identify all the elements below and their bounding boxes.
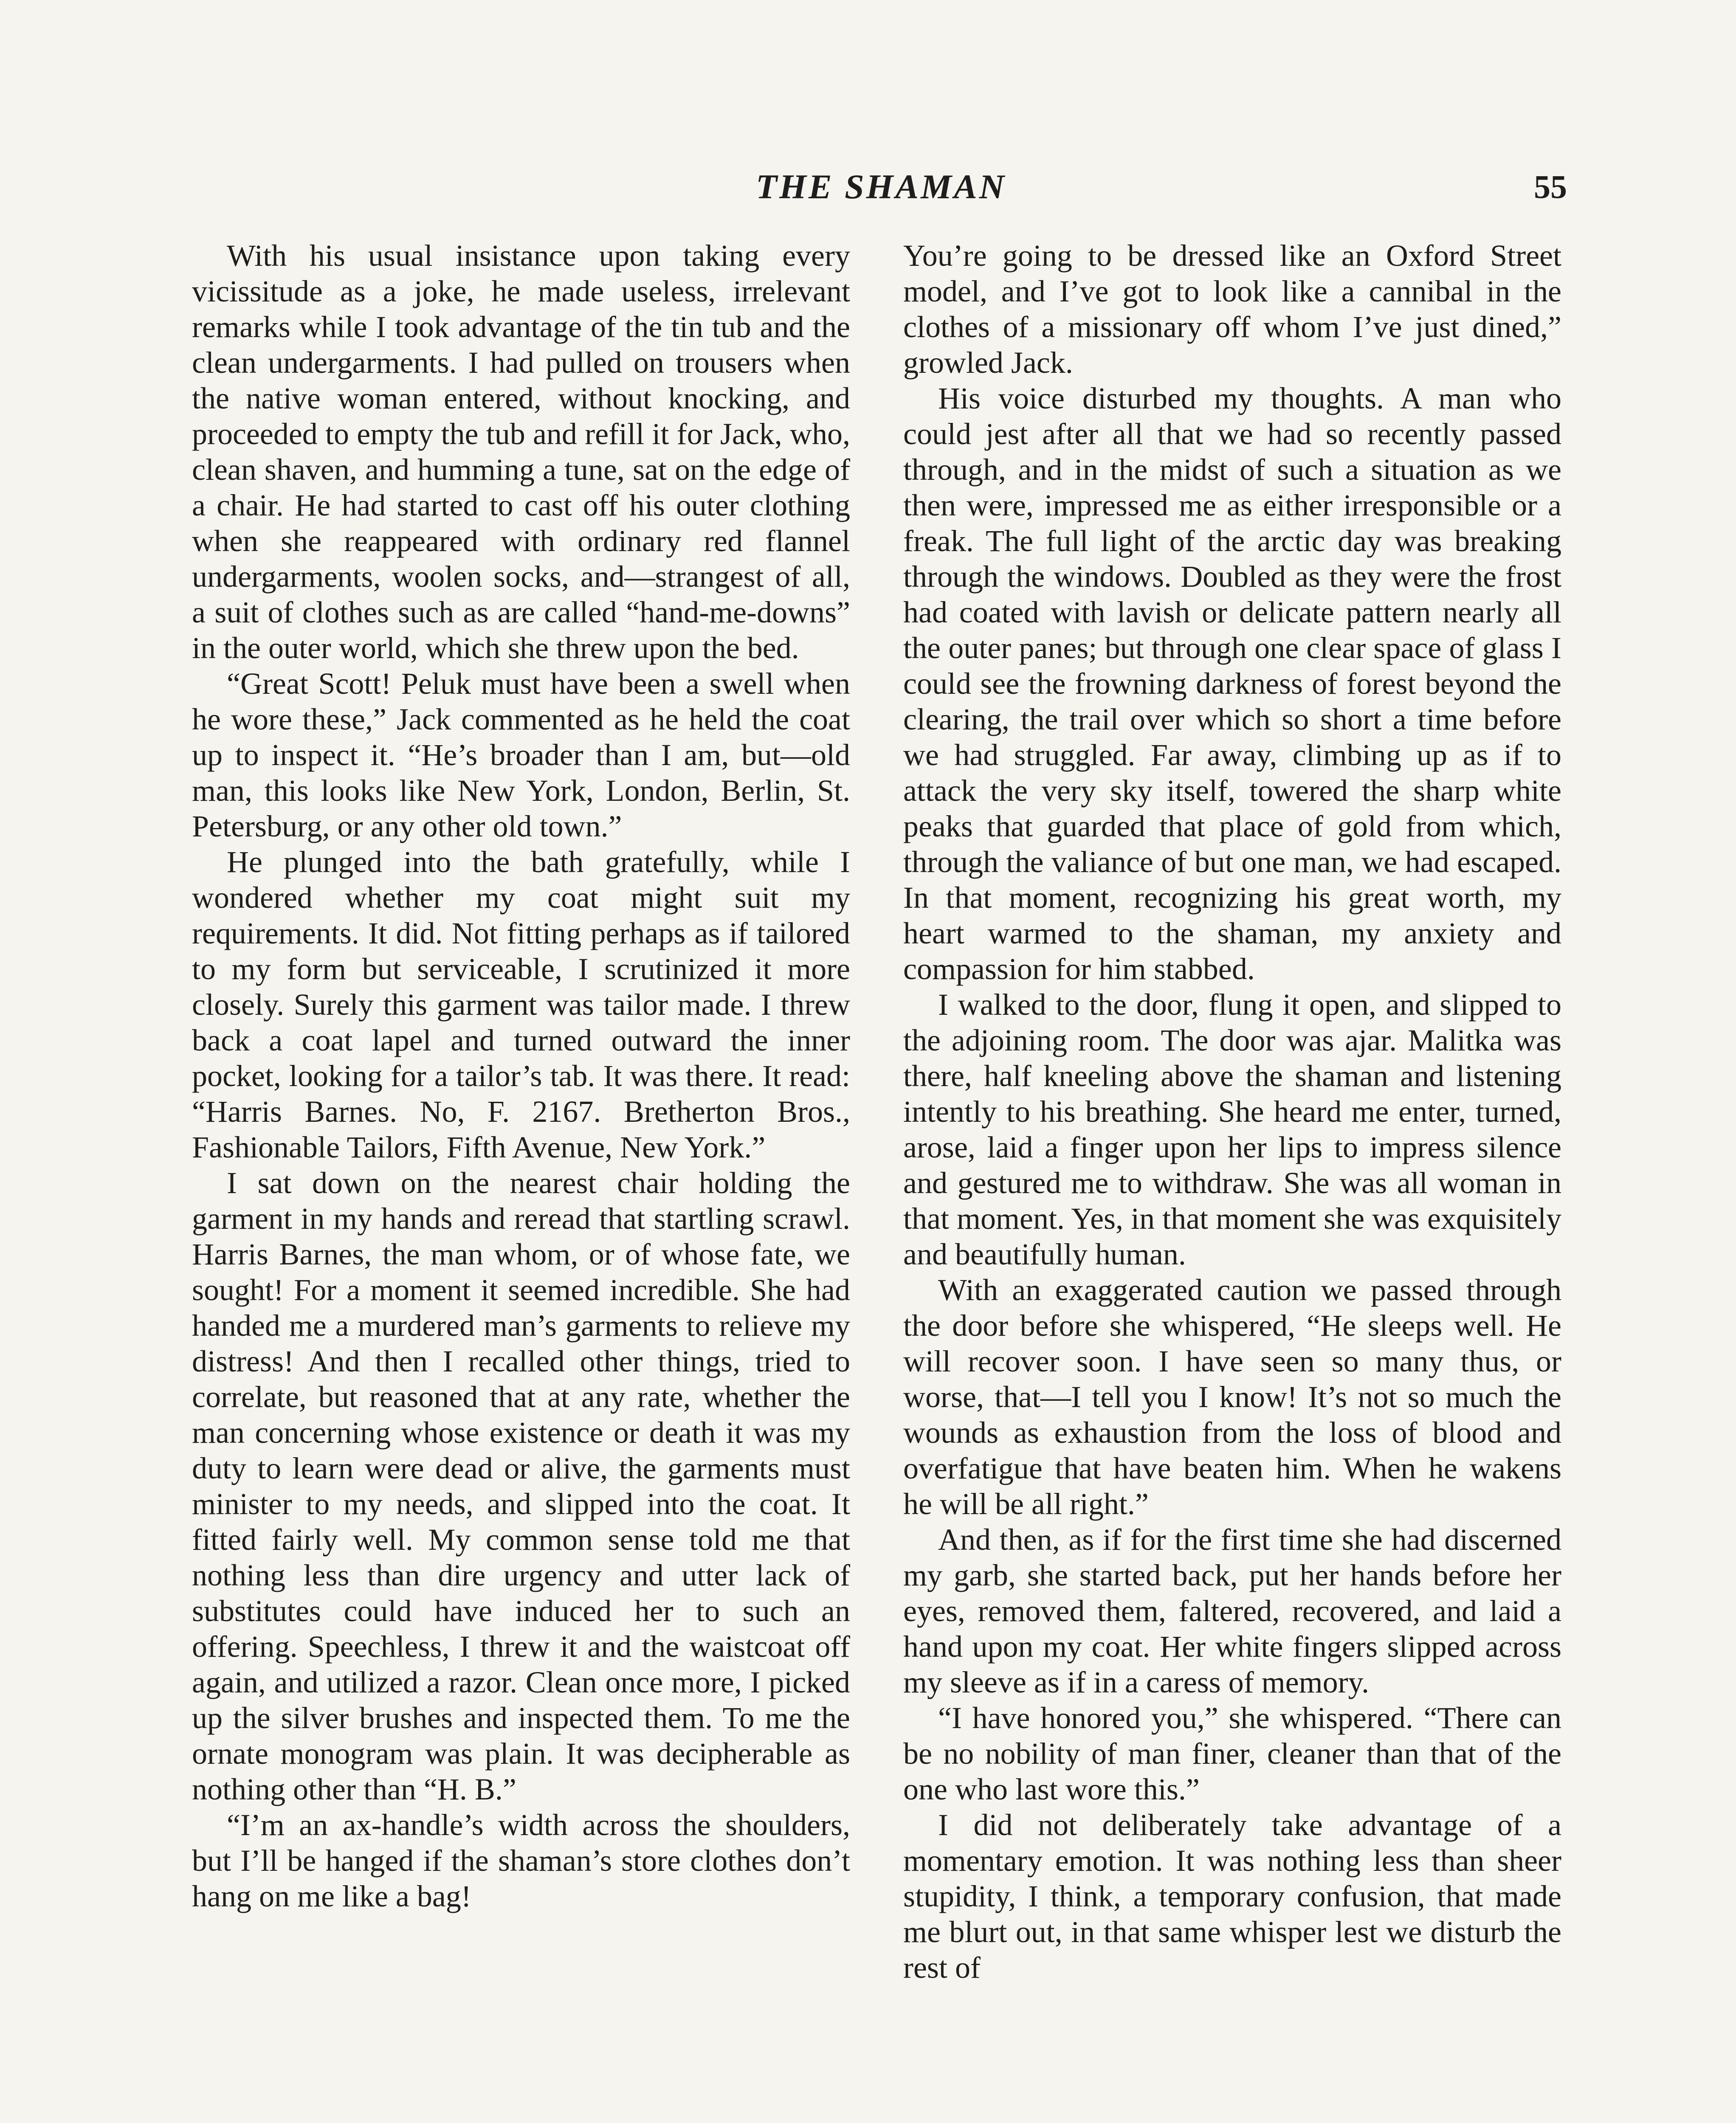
- page-header: [195, 163, 1567, 210]
- right-column: [903, 238, 1561, 1985]
- paragraph: I did not deliberately take advantage of a momentary emotion. It was nothing less than sheer stupidity, I think, a temporary confusion, that made me blurt out, in that same whisper lest we disturb the rest of: [903, 1808, 1561, 1985]
- paragraph: “Great Scott! Peluk must have been a swell when he wore these,” Jack commented as he held the coat up to inspect it. “He’s broader than I am, but—old man, this looks like New York, London, Berlin, St. Petersburg, or any other old town.”: [192, 667, 850, 843]
- paragraph: He plunged into the bath gratefully, while I wondered whether my coat might suit my requirements. It did. Not fitting perhaps as if tailored to my form but serviceable, I scrutinized it more closely. Surely this garment was tailor made. I threw back a coat lapel and turned outward the inner pocket, looking for a tailor’s tab. It was there. It read: “Harris Barnes. No, F. 2167. Bretherton Bros., Fashionable Tailors, Fifth Avenue, New York.”: [192, 845, 850, 1164]
- paragraph: I walked to the door, flung it open, and slipped to the adjoining room. The door was ajar. Malitka was there, half kneeling above the shaman and listening intently to his breathing. She heard me enter, turned, arose, laid a finger upon her lips to impress silence and gestured me to withdraw. She was all woman in that moment. Yes, in that moment she was exquisitely and beautifully human.: [903, 988, 1561, 1271]
- paragraph: “I’m an ax-handle’s width across the shoulders, but I’ll be hanged if the shaman’s store clothes don’t hang on me like a bag!: [192, 1808, 850, 1913]
- paragraph: His voice disturbed my thoughts. A man who could jest after all that we had so recently passed through, and in the midst of such a situation as we then were, impressed me as either irresponsible or a freak. The full light of the arctic day was breaking through the windows. Doubled as they were the frost had coated with lavish or delicate pattern nearly all the outer panes; but through one clear space of glass I could see the frowning darkness of forest beyond the clearing, the trail over which so short a time before we had struggled. Far away, climbing up as if to attack the very sky itself, towered the sharp white peaks that guarded that place of gold from which, through the valiance of but one man, we had escaped. In that moment, recognizing his great worth, my heart warmed to the shaman, my anxiety and compassion for him stabbed.: [903, 381, 1561, 986]
- page-number: 55: [1534, 168, 1567, 205]
- paragraph: I sat down on the nearest chair holding the garment in my hands and reread that startling scrawl. Harris Barnes, the man whom, or of whose fate, we sought! For a moment it seemed incredible. She had handed me a murdered man’s garments to relieve my distress! And then I recalled other things, tried to correlate, but reasoned that at any rate, whether the man concerning whose existence or death it was my duty to learn were dead or alive, the garments must minister to my needs, and slipped into the coat. It fitted fairly well. My common sense told me that nothing less than dire urgency and utter lack of substitutes could have induced her to such an offering. Speechless, I threw it and the waistcoat off again, and utilized a razor. Clean once more, I picked up the silver brushes and inspected them. To me the ornate monogram was plain. It was decipherable as nothing other than “H. B.”: [192, 1166, 850, 1806]
- left-column: [192, 238, 850, 1985]
- paragraph: With an exaggerated caution we passed through the door before she whispered, “He sleeps well. He will recover soon. I have seen so many thus, or worse, that—I tell you I know! It’s not so much the wounds as exhaustion from the loss of blood and overfatigue that have beaten him. When he wakens he will be all right.”: [903, 1273, 1561, 1521]
- paragraph: “I have honored you,” she whispered. “There can be no nobility of man finer, cleaner than that of the one who last wore this.”: [903, 1701, 1561, 1806]
- running-title: THE SHAMAN: [756, 167, 1006, 206]
- text-columns: [192, 238, 1561, 1985]
- paragraph-continued: You’re going to be dressed like an Oxford Street model, and I’ve got to look like a cannibal in the clothes of a missionary off whom I’ve just dined,” growled Jack.: [903, 239, 1561, 380]
- paragraph: With his usual insistance upon taking every vicissitude as a joke, he made useless, irrelevant remarks while I took advantage of the tin tub and the clean undergarments. I had pulled on trousers when the native woman entered, without knocking, and proceeded to empty the tub and refill it for Jack, who, clean shaven, and humming a tune, sat on the edge of a chair. He had started to cast off his outer clothing when she reappeared with ordinary red flannel undergarments, woolen socks, and—strangest of all, a suit of clothes such as are called “hand-me-downs” in the outer world, which she threw upon the bed.: [192, 239, 850, 665]
- paragraph: And then, as if for the first time she had discerned my garb, she started back, put her hands before her eyes, removed them, faltered, recovered, and laid a hand upon my coat. Her white fingers slipped across my sleeve as if in a caress of memory.: [903, 1523, 1561, 1699]
